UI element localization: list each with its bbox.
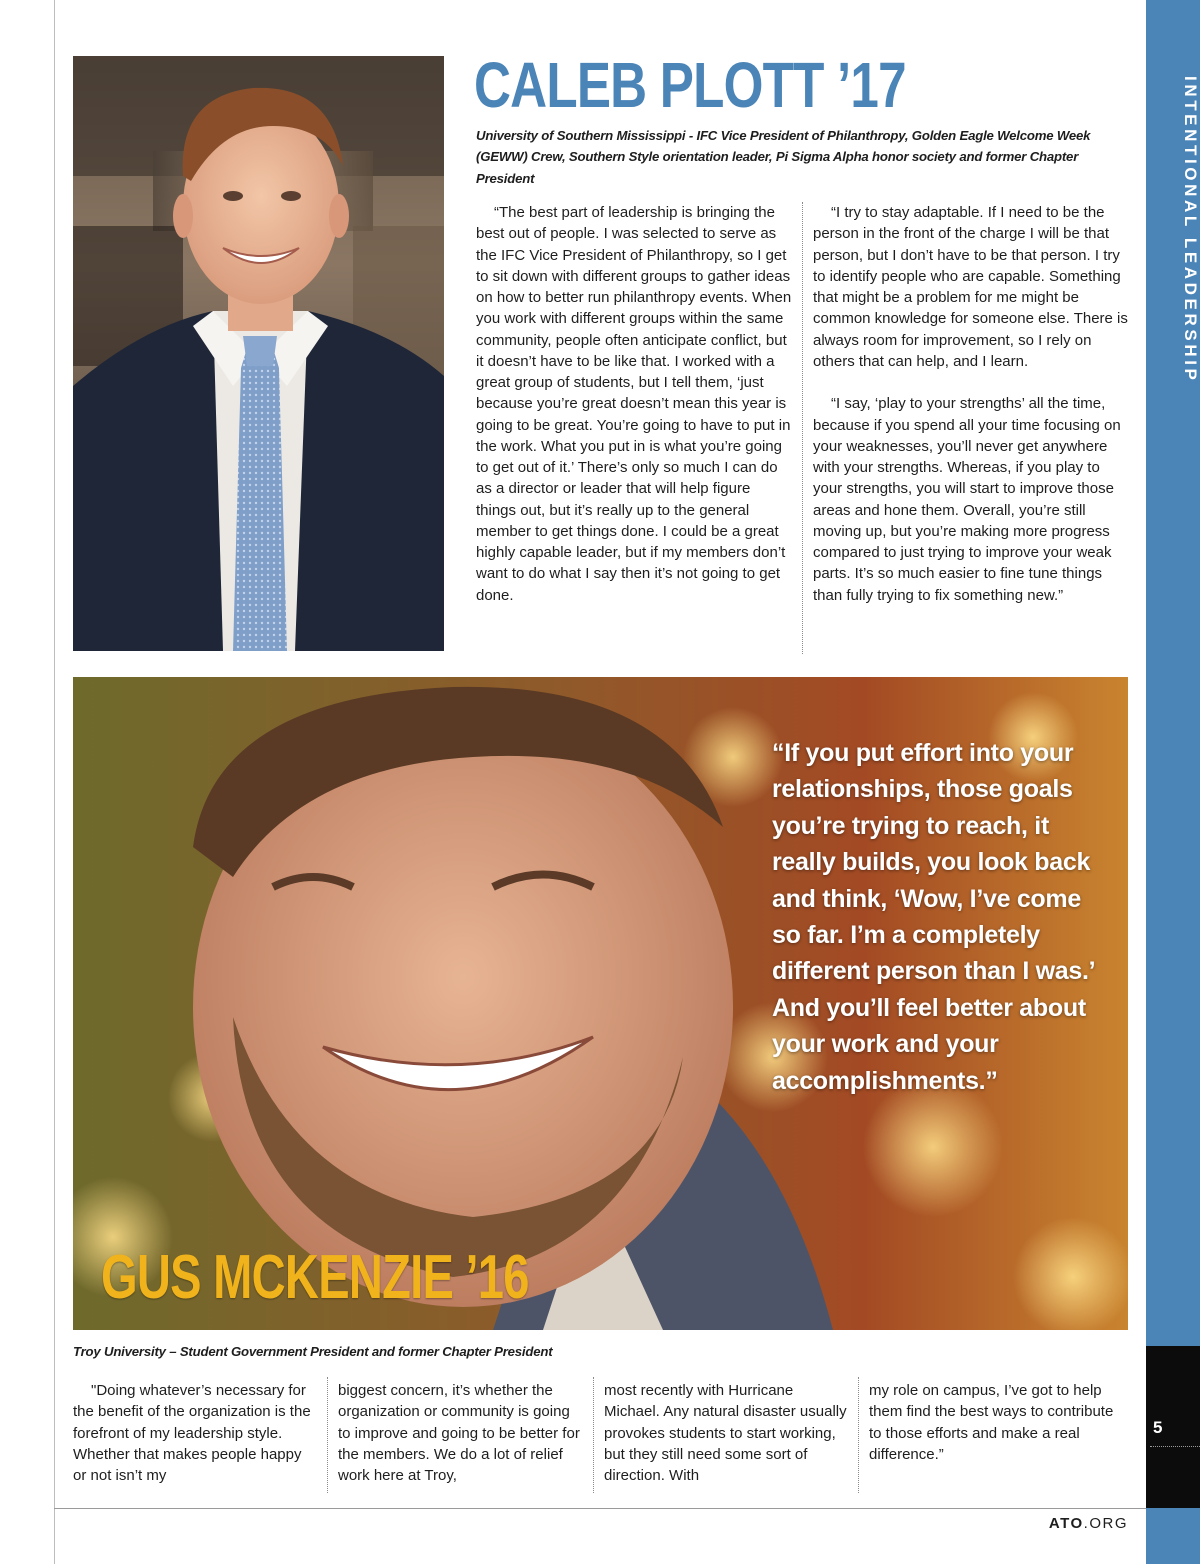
- gus-pull-quote: “If you put effort into your relationships, those goals you’re trying to reach, it really builds, you look back and think, ‘Wow, I’ve come so far. I’m a completely different person than I was.’ And you’ll feel better about your work and your accomplishments.”: [772, 739, 1094, 1095]
- column-divider: [802, 202, 803, 654]
- profile-name-caleb: CALEB PLOTT ’17: [474, 49, 906, 121]
- profile-name-gus: GUS MCKENZIE ’16: [101, 1243, 529, 1312]
- section-label: INTENTIONAL LEADERSHIP: [1181, 76, 1200, 384]
- footer-site-rest: .ORG: [1083, 1515, 1128, 1532]
- gus-body-column-3: [604, 1380, 849, 1486]
- column-divider: [327, 1377, 328, 1493]
- gus-body-column-2: [338, 1380, 583, 1486]
- footer-site-bold: ATO: [1048, 1515, 1084, 1532]
- column-divider: [593, 1377, 594, 1493]
- profile-affiliation-caleb: University of Southern Mississippi - IFC Vice President of Philanthropy, Golden Eagle Welcome Week (GEWW) Crew, Southern Style orientation leader, Pi Sigma Alpha honor society and former Chapter President: [476, 128, 1091, 186]
- footer-website[interactable]: [1000, 1515, 1128, 1532]
- gus-body-column-4: [869, 1380, 1114, 1465]
- gus-paragraph-3: most recently with Hurricane Michael. Any natural disaster usually provokes students to start working, but they still need some sort of direction. With: [604, 1382, 847, 1484]
- page-number-dots: [1150, 1446, 1200, 1447]
- caleb-plott-photo: [73, 56, 444, 651]
- caleb-paragraph-1: “The best part of leadership is bringing the best out of people. I was selected to serve as the IFC Vice President of Philanthropy, so I get to sit down with different groups to gather ideas on how to better run philanthropy events. When you work with different groups within the same community, people often anticipate conflict, but it doesn’t have to be like that. I worked with a great group of students, but I tell them, ‘just because you’re great doesn’t mean this year is going to be great. You’re going to have to put in the work. What you put in is what you’re going to get out of it.’ There’s only so much I can do as a director or leader that will help figure things out, but it’s really up to the general member to get things done. I could be a great highly capable leader, but if my members don’t want to do what I say then it’s not going to get done.: [476, 204, 792, 604]
- gus-paragraph-2: biggest concern, it’s whether the organization or community is going to improve and going to be better for the members. We do a lot of relief work here at Troy,: [338, 1382, 580, 1484]
- gus-paragraph-1: "Doing whatever’s necessary for the benefit of the organization is the forefront of my leadership style. Whether that makes people happy or not isn’t my: [73, 1382, 311, 1484]
- gus-paragraph-4: my role on campus, I’ve got to help them find the best ways to contribute to those efforts and make a real difference.”: [869, 1382, 1114, 1463]
- footer-rule: [54, 1508, 1146, 1509]
- caleb-body-column-1: [476, 202, 794, 606]
- caleb-paragraph-2: “I try to stay adaptable. If I need to be the person in the front of the charge I will be that person, but I don’t have to be that person. I try to identify people who are capable. Something that might be a problem for me might be common knowledge for someone else. There is always room for improvement, so I rely on others that can help, and I learn.: [813, 204, 1128, 370]
- page-number: 5: [1153, 1418, 1163, 1437]
- gus-body-column-1: [73, 1380, 318, 1486]
- caleb-body-column-2: [813, 202, 1131, 606]
- column-divider: [858, 1377, 859, 1493]
- caleb-paragraph-3: “I say, ‘play to your strengths’ all the time, because if you spend all your time focusing on your weaknesses, you’ll never get anywhere with your strengths. Whereas, if you play to your strengths, you will start to improve those areas and hone them. Overall, you’re still moving up, but you’re making more progress compared to just trying to improve your weak parts. It’s so much easier to fine tune things than fully trying to fix something new.”: [813, 395, 1121, 604]
- page-margin-rule: [54, 0, 55, 1564]
- profile-affiliation-gus: Troy University – Student Government President and former Chapter President: [73, 1344, 553, 1359]
